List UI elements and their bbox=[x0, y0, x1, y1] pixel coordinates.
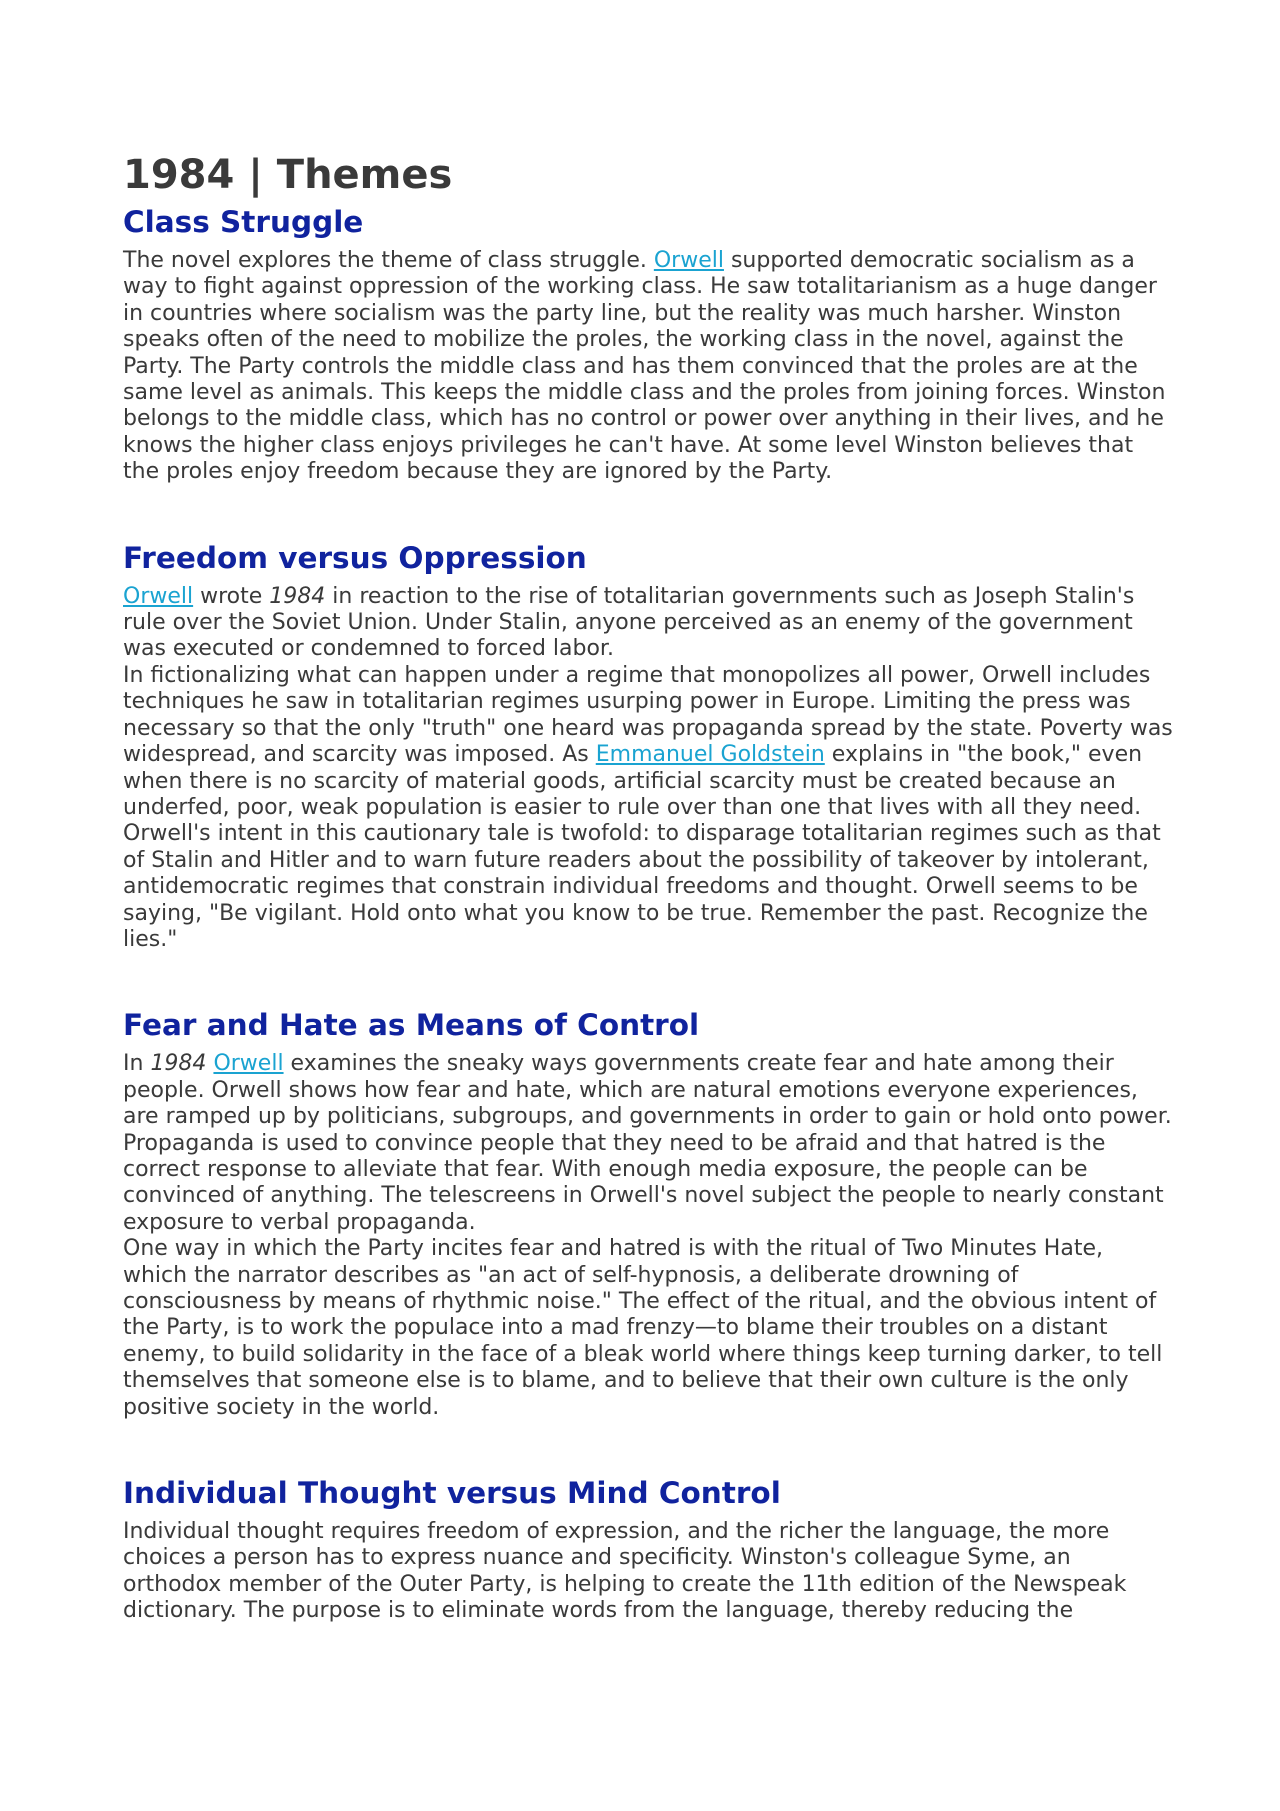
text-run: wrote bbox=[193, 583, 270, 609]
section-heading: Individual Thought versus Mind Control bbox=[123, 1476, 781, 1511]
italic-title: 1984 bbox=[150, 1051, 207, 1077]
italic-title: 1984 bbox=[269, 583, 326, 609]
link-orwell[interactable]: Orwell bbox=[123, 583, 194, 609]
section-heading: Class Struggle bbox=[123, 205, 364, 239]
document-page bbox=[123, 150, 1173, 1677]
section-freedom bbox=[123, 538, 1173, 954]
section-heading: Freedom versus Oppression bbox=[123, 540, 587, 575]
paragraph bbox=[123, 248, 1173, 486]
paragraph bbox=[123, 584, 1173, 663]
section-individual-thought bbox=[123, 1473, 1173, 1625]
section-fear-hate bbox=[123, 1005, 1173, 1421]
section-heading: Fear and Hate as Means of Control bbox=[123, 1008, 700, 1043]
text-run: examines the sneaky ways governments create fear and hate among their people. Orwell shows how fear and hate, which are natural emotions everyone experiences, are ramped up by politicians, subgroups, and governments in order to gain or hold onto power. Propaganda is used to convince people that they need to be afraid and that hatred is the correct response to alleviate that fear. With enough media exposure, the people can be convinced of anything. The telescreens in Orwell's novel subject the people to nearly constant exposure to verbal propaganda. bbox=[123, 1051, 1172, 1235]
text-run: supported democratic socialism as a way to fight against oppression of the working class. He saw totalitarianism as a huge danger in countries where socialism was the party line, but the reality was much harsher. Winston speaks often of the need to mobilize the proles, the working class in the novel, against the Party. The Party controls the middle class and has them convinced that the proles are at the same level as animals. This keeps the middle class and the proles from joining forces. Winston belongs to the middle class, which has no control or power over anything in their lives, and he knows the higher class enjoys privileges he can't have. At some level Winston believes that the proles enjoy freedom because they are ignored by the Party. bbox=[123, 248, 1166, 485]
paragraph bbox=[123, 663, 1173, 821]
text-run: explains in "the book," even when there is no scarcity of material goods, artificial scarcity must be created because an underfed, poor, weak population is easier to rule over than one that lives with all they need. bbox=[123, 742, 1143, 820]
page-title: 1984 | Themes bbox=[123, 152, 453, 198]
section-class-struggle bbox=[123, 202, 1173, 486]
text-run: in reaction to the rise of totalitarian governments such as Joseph Stalin's rule over the Soviet Union. Under Stalin, anyone perceived as an enemy of the government was executed or condemned to forced labor. bbox=[123, 583, 1135, 662]
link-orwell[interactable]: Orwell bbox=[653, 248, 724, 273]
paragraph: Individual thought requires freedom of expression, and the richer the language, the more choices a person has to express nuance and specificity. Winston's colleague Syme, an orthodox member of the Outer Party, is helping to create the 11th edition of the Newspeak dictionary. The purpose is to eliminate words from the language, thereby reducing the bbox=[123, 1519, 1127, 1624]
paragraph bbox=[123, 1051, 1173, 1236]
text-run: The novel explores the theme of class struggle. bbox=[123, 248, 654, 273]
link-emmanuel-goldstein[interactable]: Emmanuel Goldstein bbox=[595, 742, 825, 768]
text-run: In fictionalizing what can happen under a regime that monopolizes all power, Orwell includes techniques he saw in totalitarian regimes usurping power in Europe. Limiting the press was necessary so that the only "truth" one heard was propaganda spread by the state. Poverty was widespread, and scarcity was imposed. As bbox=[123, 662, 1173, 768]
paragraph: One way in which the Party incites fear and hatred is with the ritual of Two Minutes Hate, which the narrator describes as "an act of self-hypnosis, a deliberate drowning of consciousness by means of rhythmic noise." The effect of the ritual, and the obvious intent of the Party, is to work the populace into a mad frenzy—to blame their troubles on a distant enemy, to build solidarity in the face of a bleak world where things keep turning darker, to tell themselves that someone else is to blame, and to believe that their own culture is the only positive society in the world. bbox=[123, 1236, 1163, 1420]
paragraph: Orwell's intent in this cautionary tale is twofold: to disparage totalitarian regimes such as that of Stalin and Hitler and to warn future readers about the possibility of takeover by intolerant, antidemocratic regimes that constrain individual freedoms and thought. Orwell seems to be saying, "Be vigilant. Hold onto what you know to be true. Remember the past. Recognize the lies." bbox=[123, 821, 1161, 952]
text-run: In bbox=[123, 1051, 151, 1077]
link-orwell[interactable]: Orwell bbox=[213, 1051, 284, 1077]
